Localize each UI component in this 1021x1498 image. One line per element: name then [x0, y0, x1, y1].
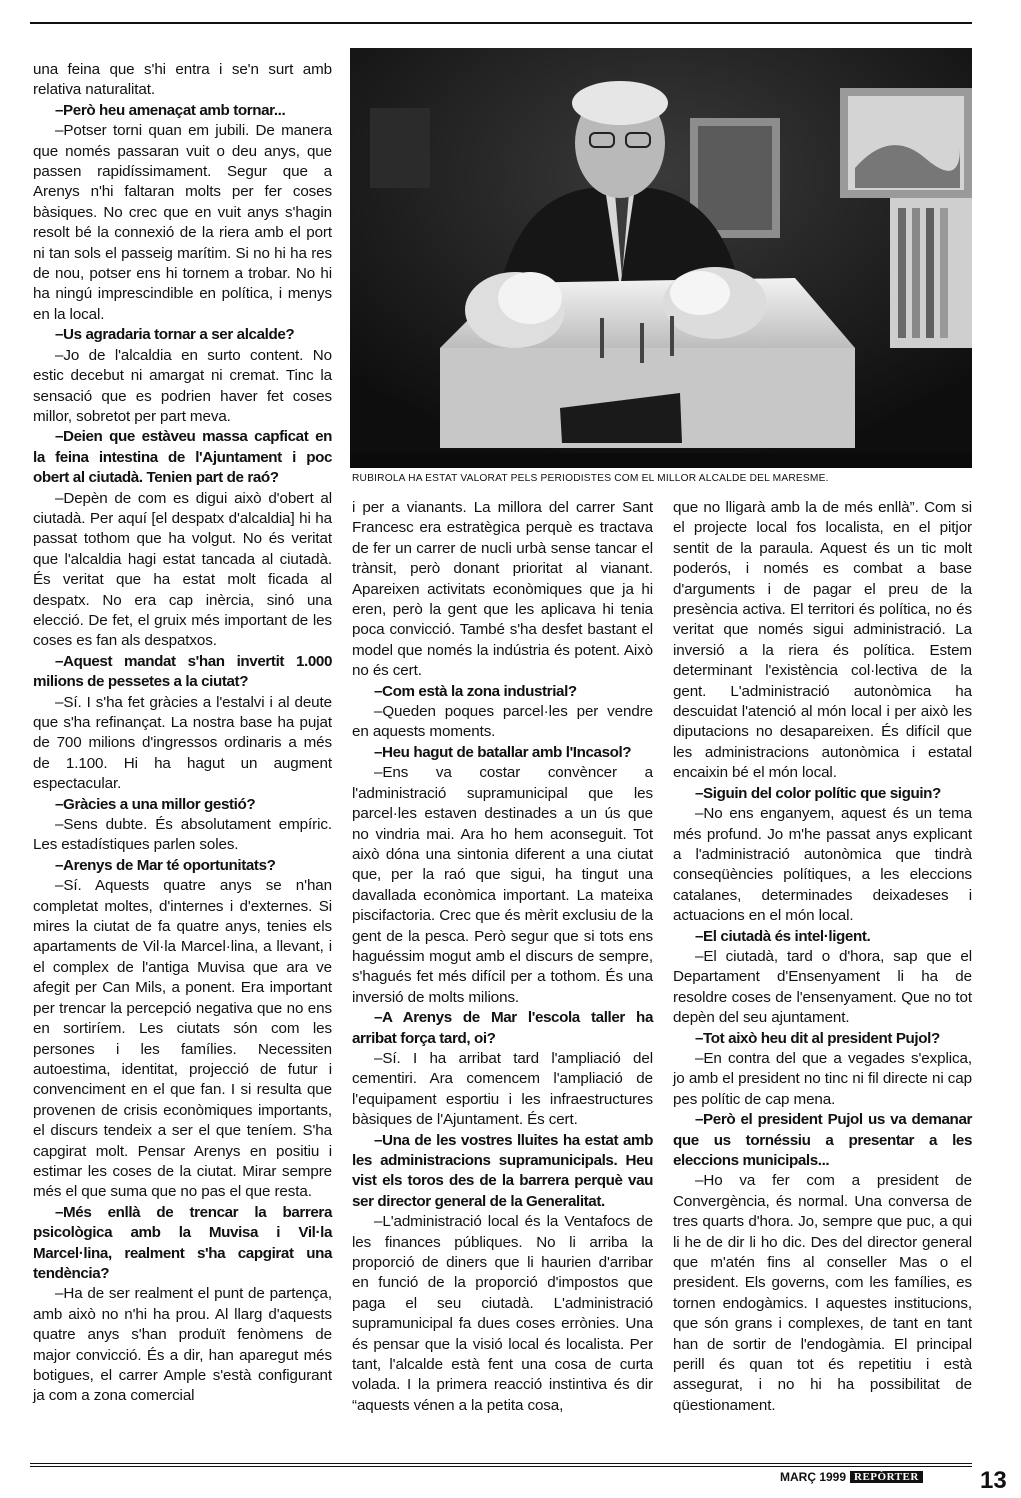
interview-answer: –Jo de l'alcaldia en surto content. No estic decebut ni amargat ni cremat. Tinc la sensació que es podrien haver fet coses millor, sobretot per part meva. — [33, 346, 332, 425]
interview-question: –Siguin del color polític que siguin? — [695, 784, 941, 802]
article-column-3 — [673, 498, 972, 1416]
page-number: 13 — [980, 1467, 1007, 1494]
page-footer — [780, 1470, 923, 1484]
interview-answer: –Ho va fer com a president de Convergència, és normal. Una conversa de tres quarts d'hora. Jo, sempre que puc, a qui li he de dir li ho dic. Des del director general que m'atén fins al conseller Mas o el president. Els governs, com les famílies, es tornen endogàmics. I aquestes institucions, que són grans i complexes, de tant en tant han de sortir de l'endogàmia. El principal perill és quan tot és repetitiu i està assegurat, i no hi ha possibilitat de qüestionament. — [673, 1172, 972, 1414]
interview-question: –El ciutadà és intel·ligent. — [695, 927, 871, 945]
interview-question: –Deien que estàveu massa capficat en la feina intestina de l'Ajuntament i poc obert al ciutadà. Tenien part de raó? — [33, 428, 332, 487]
interview-question: –A Arenys de Mar l'escola taller ha arribat força tard, oi? — [352, 1009, 653, 1047]
interview-question: –Una de les vostres lluites ha estat amb les administracions supramunicipals. Heu vist els toros des de la barrera perquè vau ser director general de la Generalitat. — [352, 1131, 653, 1210]
article-column-1 — [33, 60, 332, 1407]
interview-question: –Però el president Pujol us va demanar que us tornéssiu a presentar a les eleccions municipals... — [673, 1111, 972, 1169]
interview-question: –Gràcies a una millor gestió? — [55, 795, 256, 813]
interview-answer: –L'administració local és la Ventafocs de les finances públiques. No li arriba la proporció de diners que li haurien d'arribar en funció de la proporció d'impostos que paga el seu ciutadà. L'administració supramunicipal fa dues coses errònies. Una és pensar que la visió local és localista. Per tant, l'alcalde està fent una cosa de curta volada. I la primera reacció instintiva és dir “aquests vénen a la petita cosa, — [352, 1213, 653, 1414]
interview-answer: –En contra del que a vegades s'explica, jo amb el president no tinc ni fil directe ni cap pes polític de cap mena. — [673, 1049, 972, 1108]
interview-answer: –Ha de ser realment el punt de partença, amb això no n'hi ha prou. Al llarg d'aquests quatre anys s'han produït fenòmens de major convicció. És a dir, han aparegut més botigues, el carrer Ample s'està configurant ja com a zona comercial — [33, 1285, 332, 1405]
article-photo — [350, 48, 972, 468]
article-column-2 — [352, 498, 653, 1416]
interview-answer: –Potser torni quan em jubili. De manera que només passaran vuit o deu anys, que passen rapidíssimament. Segur que a Arenys n'hi faltaran molts per fer coses bàsiques. No crec que en vuit anys s'hagin resolt bé la connexió de la riera amb el port ni tan sols el passeig marítim. Si no hi ha res de nou, potser ens hi tornem a trobar. No hi ha ningú imprescindible en política, i menys en la local. — [33, 122, 332, 323]
interview-question: –Més enllà de trencar la barrera psicològica amb la Muvisa i Vil·la Marcel·lina, realment s'ha capgirat una tendència? — [33, 1203, 332, 1282]
interview-answer: –Ens va costar convèncer a l'administració supramunicipal que les parcel·les estaven destinades a un ús que no vindria mai. Ara ho hem aconseguit. Tot això dóna una sintonia diferent a una ciutat que, per la raó que sigui, ha tingut una davallada econòmica important. La mateixa piscifactoria. Crec que és mèrit exclusiu de la gent de la pesca. Però segur que si tots ens haguéssim mogut amb el discurs de sempre, s'hagués fet més difícil per a tothom. És una inversió de molts milions. — [352, 764, 653, 1006]
interview-answer: i per a vianants. La millora del carrer Sant Francesc era estratègica perquè es tractava de fer un carrer de nucli urbà sense tancar el trànsit, però donant prioritat al vianant. Apareixen activitats econòmiques que ja hi eren, però la gent que les aplicava hi tenia poca convicció. També s'ha desfet bastant el model que només la indústria és potent. Això no és cert. — [352, 499, 653, 680]
interview-question: –Com està la zona industrial? — [374, 682, 577, 700]
magazine-logo: REPÒRTER — [850, 1471, 923, 1483]
interview-answer: que no lligarà amb la de més enllà”. Com si el projecte local fos localista, en el pitjor sentit de la paraula. Aquest és un tic molt poderós, i només es combat a base d'arguments i de pagar el preu de la presència activa. El territori és política, no és veritat que només sigui administració. La inversió a la riera és política. Estem determinant l'existència col·lectiva de la gent. L'administració autonòmica ha descuidat l'atenció al món local i per això les diputacions no desapareixen. És difícil que les administracions autonòmica i estatal encaixin bé el món local. — [673, 499, 972, 782]
bottom-rule — [30, 1463, 972, 1464]
interview-answer: –El ciutadà, tard o d'hora, sap que el Departament d'Ensenyament li ha de resoldre coses de l'ensenyament. Que no tot depèn del seu ajuntament. — [673, 947, 972, 1027]
interview-answer: una feina que s'hi entra i se'n surt amb relativa naturalitat. — [33, 61, 332, 99]
photo-illustration — [350, 48, 972, 468]
interview-question: –Aquest mandat s'han invertit 1.000 milions de pessetes a la ciutat? — [33, 652, 332, 691]
bottom-rule-2 — [30, 1466, 972, 1467]
interview-question: –Heu hagut de batallar amb l'Incasol? — [374, 743, 632, 761]
interview-answer: –Queden poques parcel·les per vendre en aquests moments. — [352, 703, 653, 741]
interview-answer: –Sí. I ha arribat tard l'ampliació del cementiri. Ara comencem l'ampliació de l'equipament esportiu i les infraestructures bàsiques de l'Ajuntament. És cert. — [352, 1049, 653, 1129]
top-rule — [30, 22, 972, 24]
issue-date: MARÇ 1999 — [780, 1470, 847, 1484]
interview-answer: –Depèn de com es digui això d'obert al ciutadà. Per aquí [el despatx d'alcaldia] hi ha passat tothom que ha volgut. No és veritat que l'alcaldia hagi estat tancada al ciutadà. És veritat que ha estat molt ficada al despatx. No era cap inèrcia, sinó una elecció. De fet, el gruix més important de les coses es fan als despatxos. — [33, 489, 332, 650]
interview-question: –Tot això heu dit al president Pujol? — [695, 1029, 940, 1047]
interview-answer: –No ens enganyem, aquest és un tema més profund. Jo m'he passat anys explicant a l'administració autonòmica que tindrà conseqüències polítiques, a les eleccions catalanes, determinades deixadeses i actuacions en el món local. — [673, 805, 972, 925]
interview-answer: –Sí. I s'ha fet gràcies a l'estalvi i al deute que s'ha refinançat. La nostra base ha pujat de 700 milions d'ingressos ordinaris a més de 1.100. Hi ha hagut un augment espectacular. — [33, 693, 332, 793]
interview-answer: –Sens dubte. És absolutament empíric. Les estadístiques parlen soles. — [33, 816, 332, 854]
interview-question: –Però heu amenaçat amb tornar... — [55, 101, 286, 119]
interview-question: –Arenys de Mar té oportunitats? — [55, 856, 276, 874]
photo-caption: RUBIROLA HA ESTAT VALORAT PELS PERIODISTES COM EL MILLOR ALCALDE DEL MARESME. — [352, 473, 829, 484]
interview-question: –Us agradaria tornar a ser alcalde? — [55, 326, 295, 344]
interview-answer: –Sí. Aquests quatre anys se n'han completat moltes, d'internes i d'externes. Si mires la ciutat de fa quatre anys, tenies els apartaments de Vil·la Marcel·lina, a llevant, i el complex de l'antiga Muvisa que ara ve afegit per Can Mils, a ponent. Era important per trencar la percepció negativa que no ens en sortiríem. Les ciutats són com les persones i les famílies. Necessiten autoestima, identitat, projecció de futur i convenciment en el que fan. I si resulta que provenen de crisis econòmiques importants, el discurs tendeix a ser el que teníem. S'ha capgirat molt. Pensar Arenys en positiu i estimar les coses de la ciutat. Mirar sempre més el que suma que no pas el que resta. — [33, 877, 332, 1201]
